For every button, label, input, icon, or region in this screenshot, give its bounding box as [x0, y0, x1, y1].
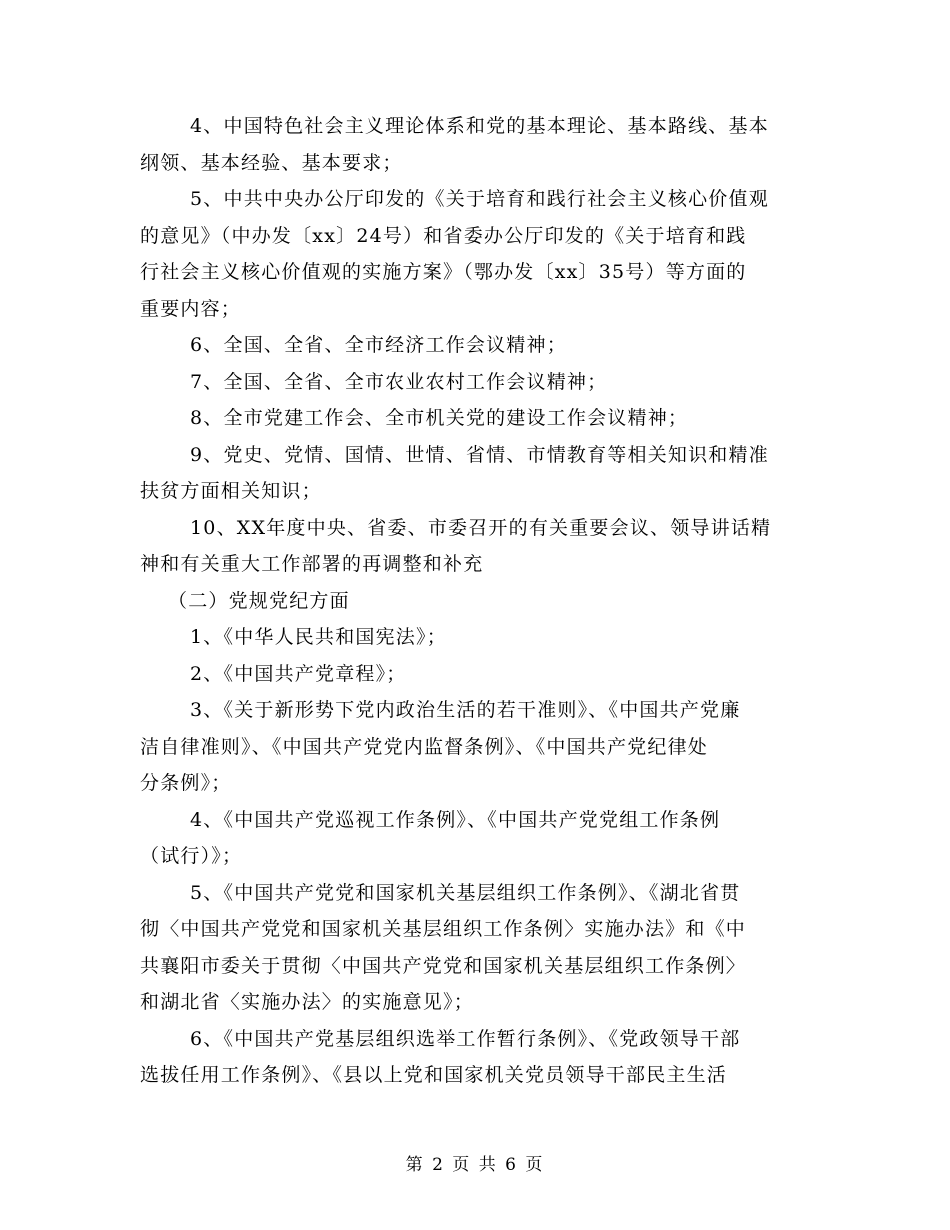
text-line: 5、中共中央办公厅印发的《关于培育和践行社会主义核心价值观 — [190, 188, 769, 210]
paragraph — [140, 437, 806, 510]
text-line: 行社会主义核心价值观的实施方案》（鄂办发〔xx〕35号）等方面的 — [140, 261, 747, 283]
text-line: 彻〈中国共产党党和国家机关基层组织工作条例〉实施办法》和《中 — [140, 918, 747, 940]
text-line: 扶贫方面相关知识； — [140, 480, 322, 502]
paragraph — [140, 327, 806, 364]
text-line: 纲领、基本经验、基本要求； — [140, 151, 403, 174]
paragraph — [140, 619, 806, 656]
paragraph — [140, 656, 806, 693]
text-line: 2、《中国共产党章程》； — [190, 662, 407, 685]
text-line: （二）党规党纪方面 — [168, 589, 350, 612]
paragraph — [140, 400, 806, 437]
text-line: 的意见》（中办发〔xx〕24号）和省委办公厅印发的《关于培育和践 — [140, 224, 747, 247]
text-line: 4、中国特色社会主义理论体系和党的基本理论、基本路线、基本 — [190, 115, 769, 137]
text-line: 共襄阳市委关于贯彻〈中国共产党党和国家机关基层组织工作条例〉 — [140, 954, 747, 977]
paragraph — [140, 510, 806, 583]
paragraph — [140, 364, 806, 401]
document-body — [140, 108, 806, 1094]
page-footer: 第 2 页 共 6 页 — [405, 1155, 545, 1175]
text-line: 3、《关于新形势下党内政治生活的若干准则》、《中国共产党廉 — [190, 699, 741, 721]
text-line: 6、全国、全省、全市经济工作会议精神； — [190, 334, 567, 356]
paragraph — [140, 692, 806, 802]
paragraph — [140, 108, 806, 181]
text-line: 和湖北省〈实施办法〉的实施意见》； — [140, 991, 474, 1013]
paragraph — [140, 802, 806, 875]
text-line: 选拔任用工作条例》、《县以上党和国家机关党员领导干部民主生活 — [140, 1064, 728, 1086]
text-line: （试行）》； — [140, 845, 243, 867]
paragraph — [140, 1021, 806, 1094]
section-heading — [140, 583, 806, 620]
paragraph — [140, 875, 806, 1021]
text-line: 9、党史、党情、国情、世情、省情、市情教育等相关知识和精准 — [190, 443, 769, 466]
text-line: 10、XX年度中央、省委、市委召开的有关重要会议、领导讲话精 — [190, 516, 772, 539]
text-line: 重要内容； — [140, 297, 242, 320]
text-line: 8、全市党建工作会、全市机关党的建设工作会议精神； — [190, 407, 689, 429]
text-line: 分条例》； — [140, 772, 232, 794]
text-line: 洁自律准则》、《中国共产党党内监督条例》、《中国共产党纪律处 — [140, 735, 709, 758]
text-line: 7、全国、全省、全市农业农村工作会议精神； — [190, 370, 608, 393]
text-line: 5、《中国共产党党和国家机关基层组织工作条例》、《湖北省贯 — [190, 881, 741, 904]
text-line: 神和有关重大工作部署的再调整和补充 — [140, 553, 484, 575]
text-line: 6、《中国共产党基层组织选举工作暂行条例》、《党政领导干部 — [190, 1027, 741, 1050]
text-line: 4、《中国共产党巡视工作条例》、《中国共产党党组工作条例 — [190, 808, 721, 831]
paragraph — [140, 181, 806, 327]
text-line: 1、《中华人民共和国宪法》； — [190, 626, 447, 648]
